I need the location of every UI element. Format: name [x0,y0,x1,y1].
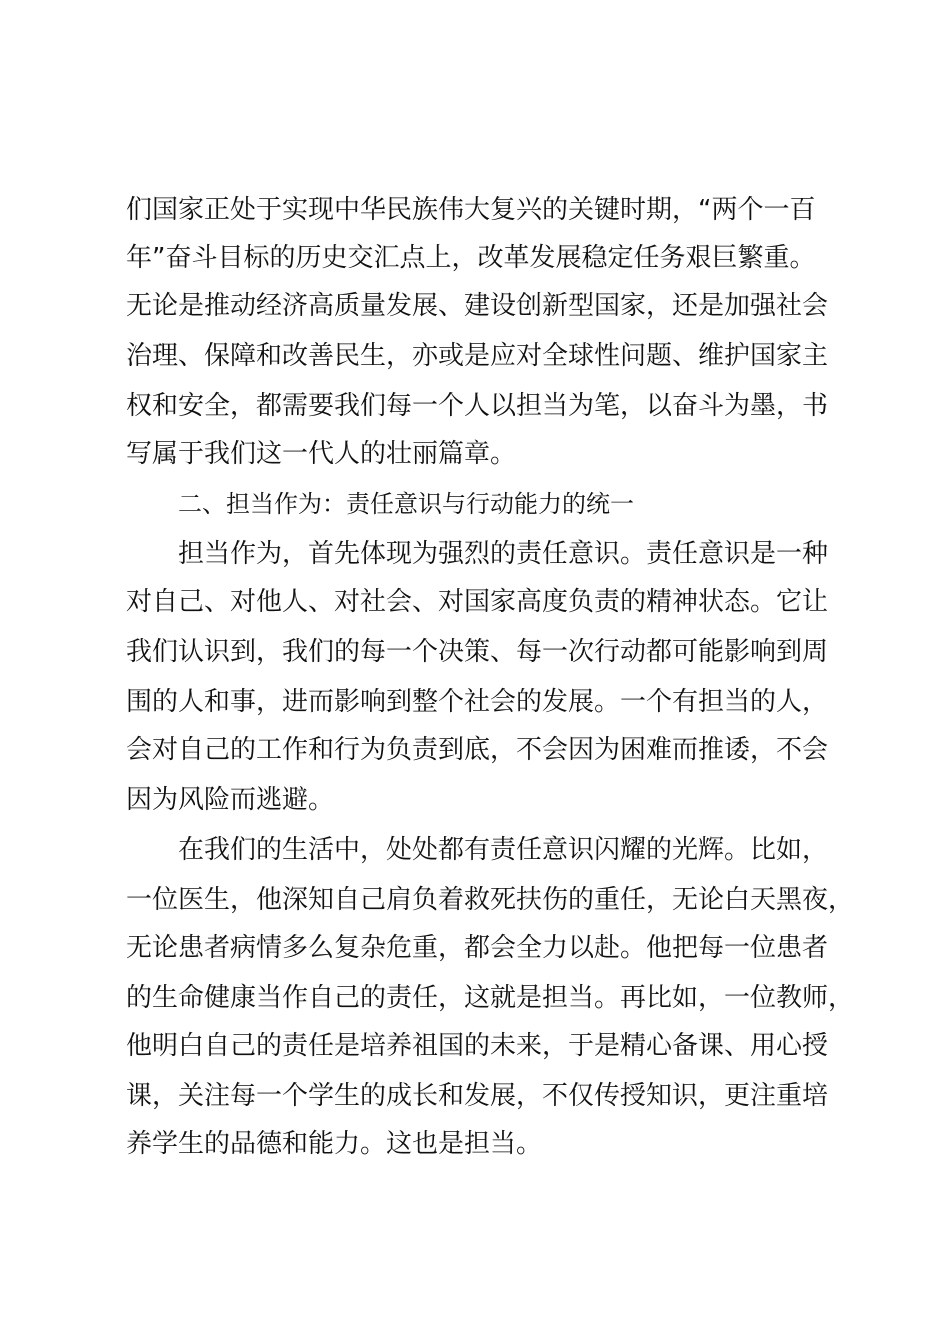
text-line: 权和安全，都需要我们每一个人以担当为笔，以奋斗为墨，书 [126,391,829,421]
text-line: 我们认识到，我们的每一个决策、每一次行动都可能影响到周 [126,637,829,667]
text-line: 一位医生，他深知自己肩负着救死扶伤的重任，无论白天黑夜， [126,885,855,915]
text-line: 养学生的品德和能力。这也是担当。 [126,1129,543,1159]
text-line: 无论是推动经济高质量发展、建设创新型国家，还是加强社会 [126,291,829,321]
text-line: 担当作为，首先体现为强烈的责任意识。责任意识是一种 [178,539,829,569]
text-line: 会对自己的工作和行为负责到底，不会因为困难而推诿，不会 [126,735,829,765]
section-heading: 二、担当作为：责任意识与行动能力的统一 [178,490,634,518]
text-line: 的生命健康当作自己的责任，这就是担当。再比如，一位教师， [126,983,855,1013]
text-line: 因为风险而逃避。 [126,785,335,815]
text-line: 他明白自己的责任是培养祖国的未来，于是精心备课、用心授 [126,1031,829,1061]
text-line: 围的人和事，进而影响到整个社会的发展。一个有担当的人， [126,687,829,717]
text-line: 写属于我们这一代人的壮丽篇章。 [126,439,517,469]
text-line: 课，关注每一个学生的成长和发展，不仅传授知识，更注重培 [126,1081,829,1111]
text-line: 对自己、对他人、对社会、对国家高度负责的精神状态。它让 [126,587,829,617]
text-line: 治理、保障和改善民生，亦或是应对全球性问题、维护国家主 [126,341,829,371]
text-line: 在我们的生活中，处处都有责任意识闪耀的光辉。比如， [178,835,829,865]
text-line: 年”奋斗目标的历史交汇点上，改革发展稳定任务艰巨繁重。 [126,243,816,273]
text-line: 们国家正处于实现中华民族伟大复兴的关键时期，“两个一百 [126,195,816,225]
text-line: 无论患者病情多么复杂危重，都会全力以赴。他把每一位患者 [126,933,829,963]
